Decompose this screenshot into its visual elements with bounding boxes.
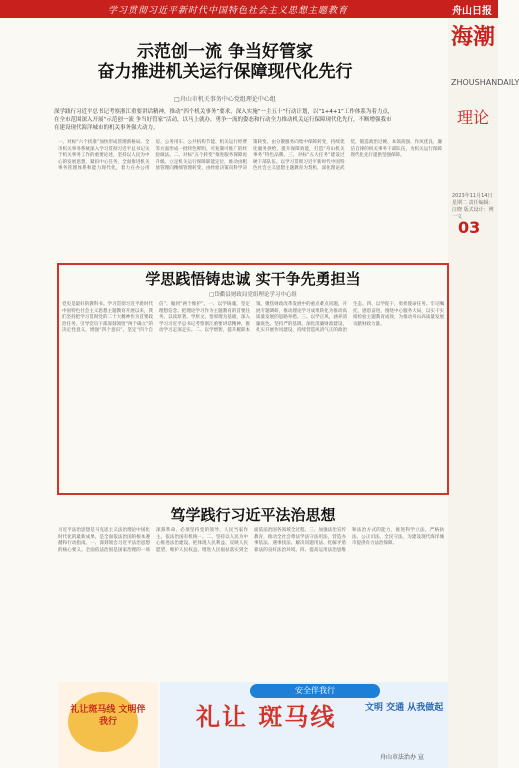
newspaper-logo: 舟山日报 — [452, 6, 492, 17]
article1-byline: □舟山市机关事务中心党组理论中心组 — [174, 96, 276, 103]
article1-lead: 深学践行习近平总书记考察浙江重要讲话精神，推动“四个机关事务”要求，深入实施“一主五十”行动计划，以“1+4+1”工作体系为着力点，在全市范围深入开展“示范创一流 争当好管家”活动，以马上就办，勇争一流的姿态和行动全力推动机关运行保障现代化先行，不断增强我市在建设现代海洋城市的机关事务强大动力。 — [54, 109, 394, 131]
article1-title — [20, 42, 430, 82]
page-number: 03 — [458, 218, 481, 237]
section-subtitle: ZHOUSHANDAILY — [451, 78, 519, 87]
ad-right — [160, 682, 448, 768]
ad-banner: 安全伴我行 — [250, 684, 380, 698]
ad-headline: 礼让 斑马线 — [196, 703, 337, 731]
article1-body: 一、对标“六个找准”加快形成管理新格局。全市机关事务系统深入学习贯彻习近平总书记关于机关事务工作的重要论述，坚持以人民为中心的发展思想，紧扣中心任务，全面推进机关事务管理体系和能力现代化，着力在办公用房、公务用车、公共机构节能、机关运行经费等方面形成一批特色鲜明、可复制可推广的经验做法。二、对标“五个转变”推进服务保障再升级。立足机关运行保障职能定位，推动由粗放管理向精细管理转变、由经验决策向科学决策转变、由分散服务向集中保障转变，持续优化服务供给，提升保障效能，打造“舟山机关事务”特色品牌。三、对标“五大任务”建设过硬干部队伍。以学习贯彻习近平新时代中国特色社会主义思想主题教育为契机，深化理论武装，锻造政治过硬、本领高强、作风优良、廉洁自律的机关事务干部队伍，为机关运行保障现代化先行提供坚强保障。 — [58, 140, 442, 172]
article2-byline: □岱衢县财政局党组理论学习中心组 — [209, 292, 297, 298]
edition-meta: 2023年11月14日 星期二 责任编辑：汪晓 版式设计：傅一文 — [452, 193, 494, 220]
section-title: 海潮 — [450, 25, 495, 50]
article2-body: 党史是最好的教科书。学习贯彻习近平新时代中国特色社会主义思想主题教育开展以来，我们坚持把学习贯彻党的二十大精神作为首要政治任务，引导党员干部深刻领悟“两个确立”的决定性意义，增强“四个意识”、坚定“四个自信”、做到“两个维护”。一、以学铸魂，坚定理想信念。把理论学习作为主题教育的首要任务，以读原著、学原文、悟原理为基础，深入学习习近平总书记考察浙江重要讲话精神，推动学习走深走实。二、以学增智，提升履职本领。聚焦财政改革发展中的重点难点问题，开展专题调研，推动理论学习成果转化为推动高质量发展的思路举措。三、以学正风，涵养清廉底色。坚持严的基调，深化清廉财政建设，扎实开展作风建设，持续营造风清气正的政治生态。四、以学促干，勇担使命任务。牢记嘱托，感恩奋进，围绕中心服务大局，以实干实绩检验主题教育成效，为推动舟山高质量发展贡献财政力量。 — [62, 302, 444, 334]
section-name: 理论 — [456, 108, 489, 127]
article3-title: 笃学践行习近平法治思想 — [170, 506, 336, 524]
ad-left-text: 礼让斑马线 文明伴我行 — [70, 705, 146, 727]
header-slogan: 学习贯彻习近平新时代中国特色社会主义思想主题教育 — [108, 6, 349, 16]
article2-title: 学思践悟铸忠诚 实干争先勇担当 — [145, 270, 361, 288]
article1-title-line2: 奋力推进机关运行保障现代化先行 — [97, 62, 353, 82]
ad-footer: 舟山市法治办 宣 — [380, 754, 424, 761]
ad-strip — [0, 682, 448, 768]
page-header — [0, 0, 498, 18]
article1-title-line1: 示范创一流 争当好管家 — [137, 42, 313, 62]
sidebar — [448, 18, 519, 768]
ad-left — [58, 682, 158, 768]
ad-side-text: 文明 交通 从我做起 — [365, 703, 444, 713]
article3-body: 习近平法治思想是马克思主义法治理论中国化时代化的最新成果，是全面依法治国的根本遵循和行动指南。一、深刻领会习近平法治思想的核心要义。全面依法治国是国家治理的一场深刻革命，必须坚持党的领导、人民当家作主、依法治国有机统一。二、坚持以人民为中心推进法治建设。把体现人民利益、反映人民愿望、维护人民权益、增进人民福祉落实到全面依法治国各领域全过程。三、加强法治宣传教育，推动全社会尊法学法守法用法，营造办事依法、遇事找法、解决问题用法、化解矛盾靠法的良好法治环境。四、提高运用法治思维和法治方式的能力，推进科学立法、严格执法、公正司法、全民守法，为建设现代海洋城市提供有力法治保障。 — [58, 528, 444, 553]
